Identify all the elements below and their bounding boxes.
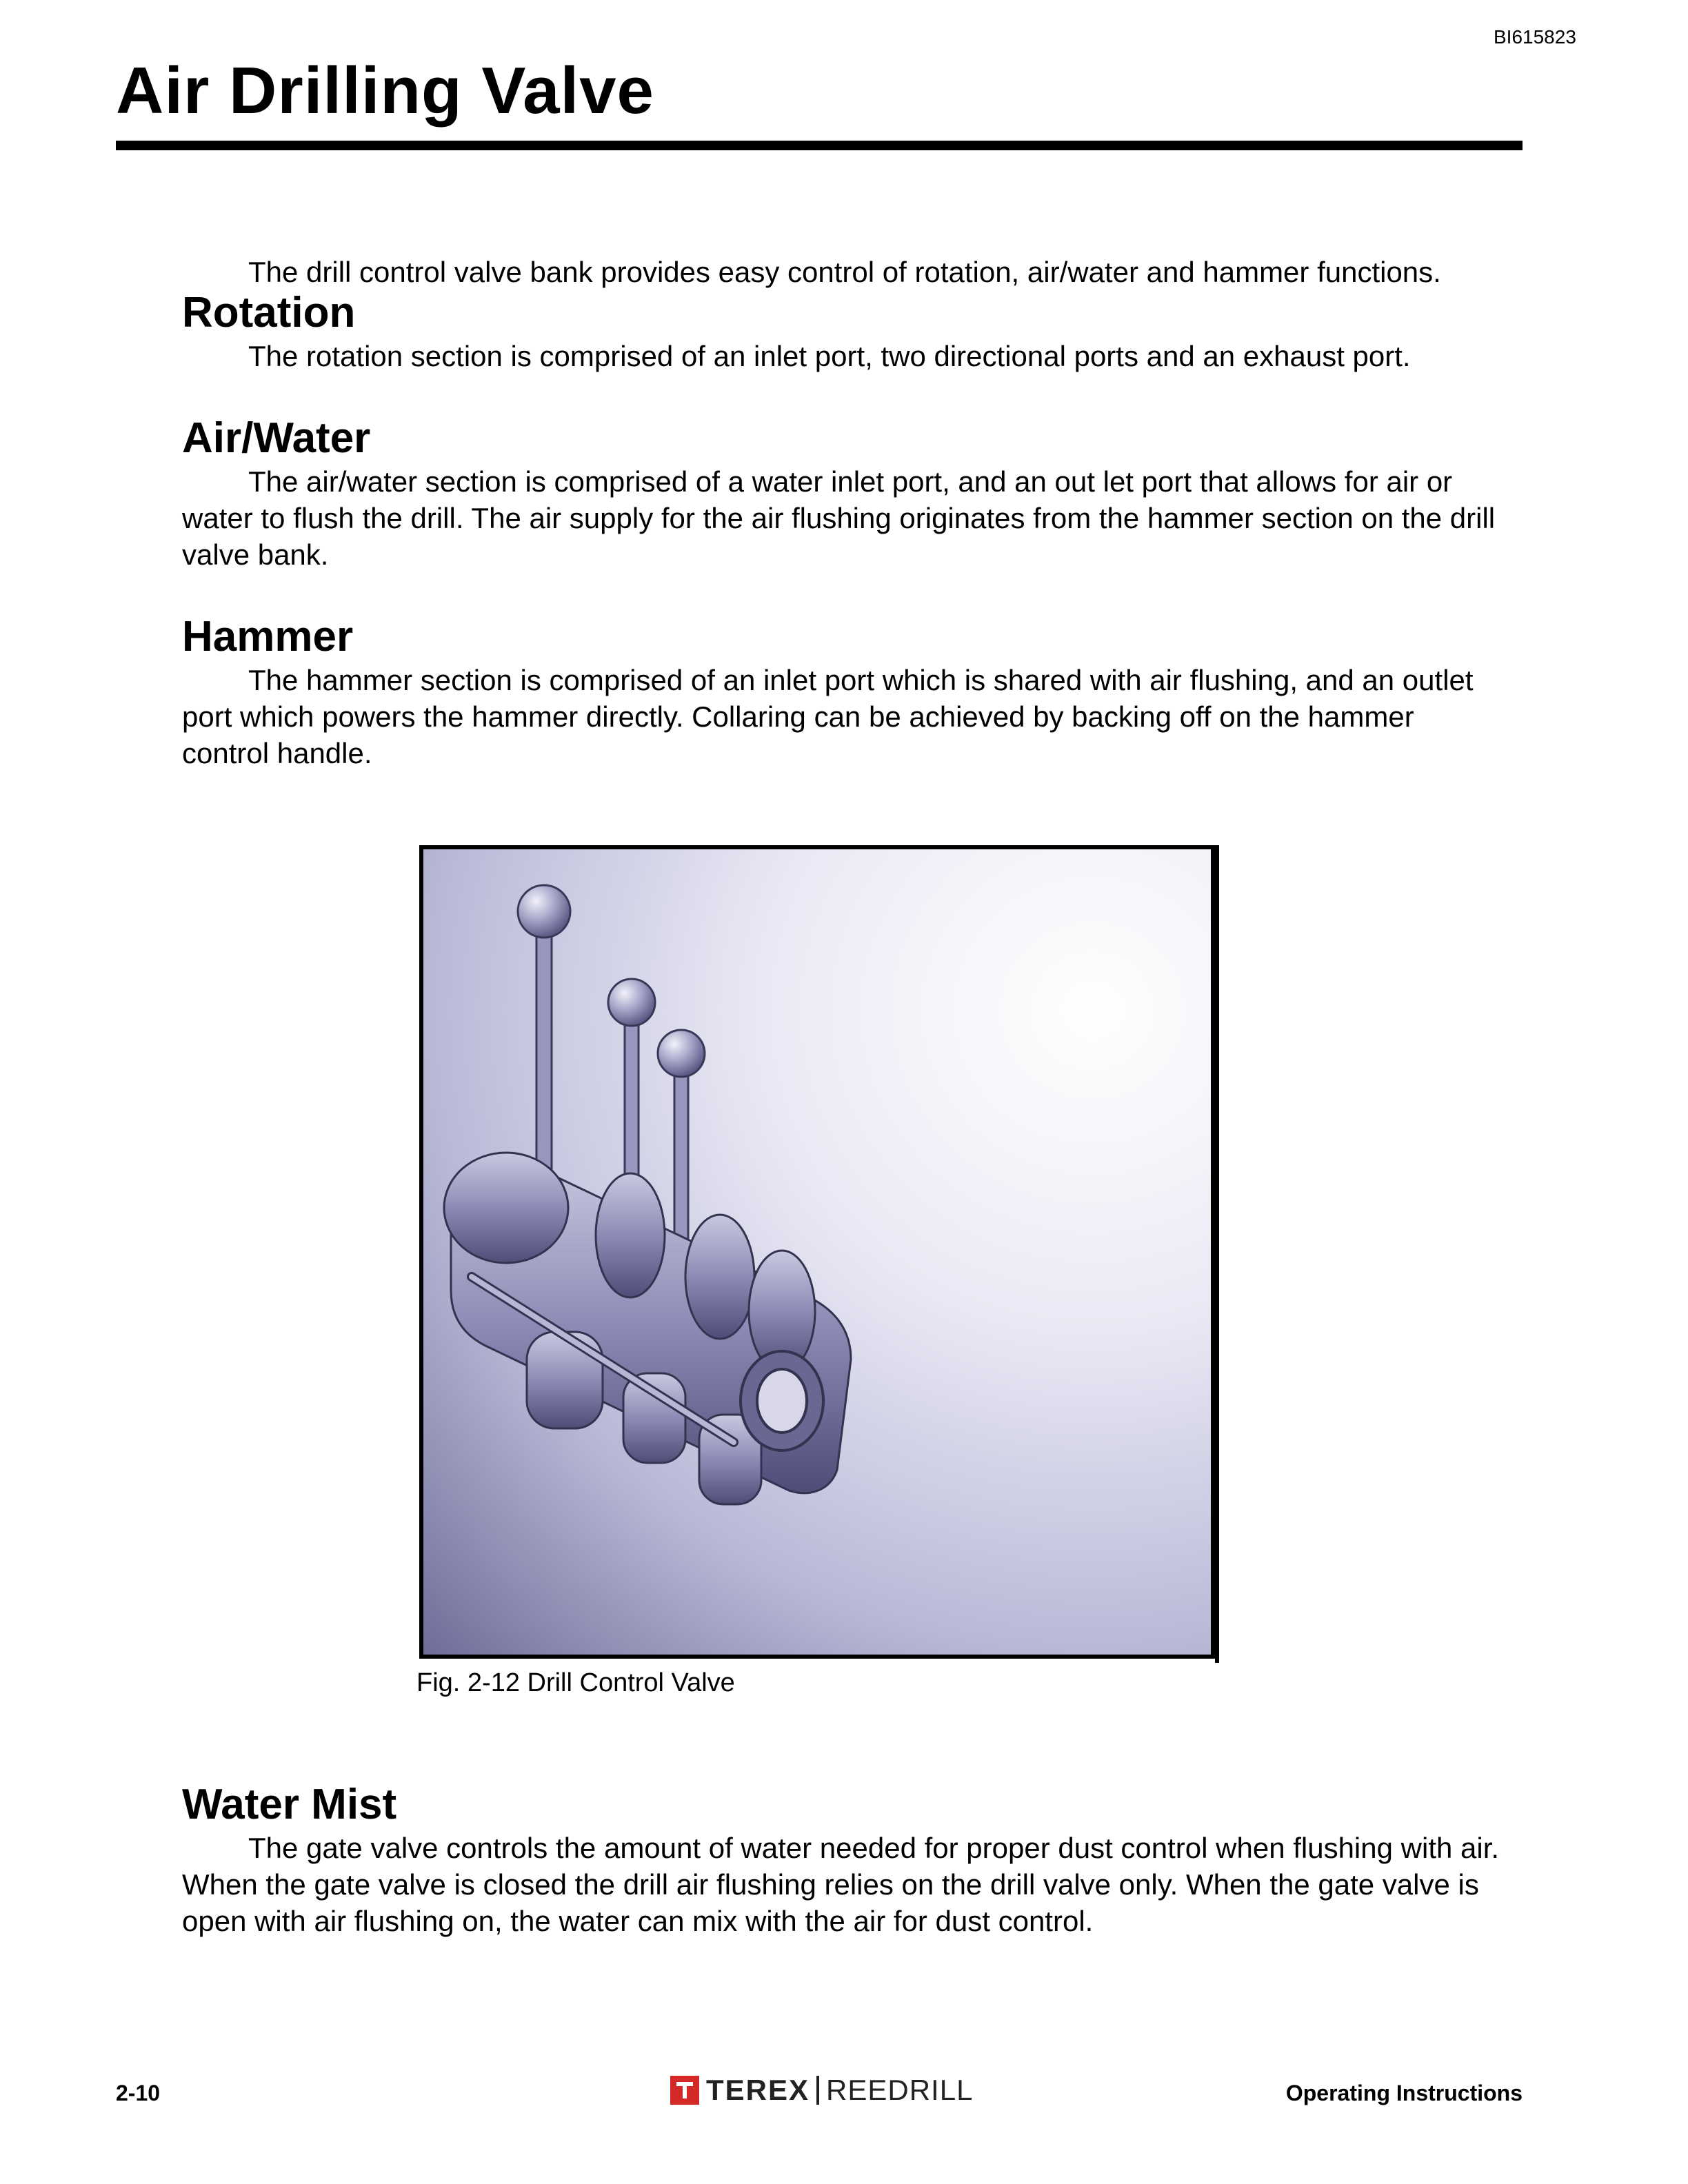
hammer-heading: Hammer [182,613,354,660]
water-mist-section [182,1780,1506,1939]
air-water-body: The air/water section is comprised of a water inlet port, and an out let port that allows for air or water to flush the drill. The air supply for the air flushing originates from the hammer section on the drill valve bank. [182,465,1496,571]
intro-paragraph: The drill control valve bank provides easy control of rotation, air/water and hammer functions. [248,256,1441,288]
intro-block [182,254,1506,290]
page-title: Air Drilling Valve [116,54,654,128]
hammer-body: The hammer section is comprised of an inlet port which is shared with air flushing, and an outlet port which powers the hammer directly. Collaring can be achieved by backing off on the hammer control handle. [182,664,1474,769]
title-rule [116,141,1523,150]
drill-control-valve-figure [419,845,1215,1659]
logo-divider [816,2076,819,2105]
logo-product-text: REEDRILL [826,2074,974,2106]
figure-shadow [1215,845,1219,1663]
document-id: BI615823 [1494,26,1576,48]
rotation-body: The rotation section is comprised of an inlet port, two directional ports and an exhaust port. [248,340,1411,372]
air-water-heading: Air/Water [182,414,371,462]
rotation-section [182,288,1506,374]
valve-illustration [423,849,1211,1655]
terex-reedrill-logo [670,2074,973,2107]
page-number: 2-10 [116,2081,161,2105]
logo-brand-text: TEREX [706,2074,810,2106]
terex-logo-icon [670,2076,699,2105]
figure-caption: Fig. 2-12 Drill Control Valve [416,1668,735,1697]
water-mist-body: The gate valve controls the amount of water needed for proper dust control when flushing with air. When the gate valve is closed the drill air flushing relies on the drill valve only. When the gate valve is open with air flushing on, the water can mix with the air for dust control. [182,1832,1500,1937]
footer-section-label: Operating Instructions [1285,2081,1523,2105]
air-water-section [182,414,1506,573]
hammer-section [182,612,1506,771]
rotation-heading: Rotation [182,289,356,336]
water-mist-heading: Water Mist [182,1781,397,1828]
